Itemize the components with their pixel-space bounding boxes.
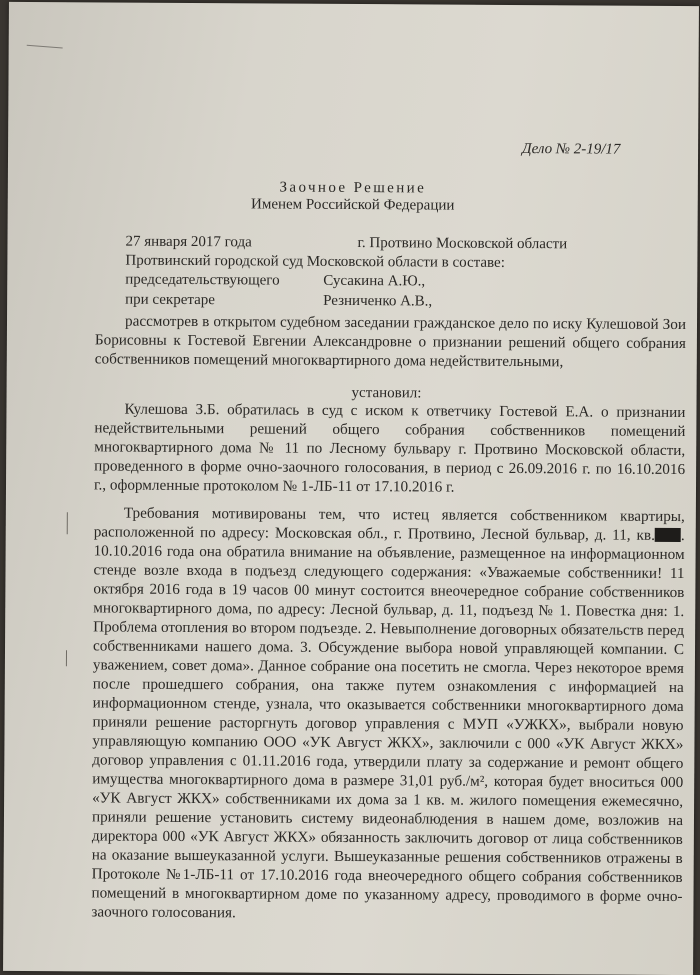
redacted-apartment-number xyxy=(655,528,681,542)
intro-paragraph xyxy=(95,311,686,372)
intro-text: рассмотрев в открытом судебном заседании гражданское дело по иску Кулешовой Зои Борисовны к Гостевой Евгении Александровне о признании решений общего собрания собственников помещений многоквартирного дома недействительными, xyxy=(94,312,687,371)
margin-mark xyxy=(66,650,67,666)
document-page xyxy=(3,2,699,975)
decision-city: г. Протвино Московской области xyxy=(357,235,568,253)
court-composition: Протвинский городской суд Московской области в составе: xyxy=(125,252,505,271)
secretary-name: Резниченко А.В., xyxy=(323,292,433,310)
case-number: Дело № 2-19/17 xyxy=(522,141,621,158)
paragraph-grounds-rest: . 10.10.2016 года она обратила внимание на объявление, размещенное на информационном стенде возле входа в подъезд следующего содержания: «Уважаемые собственники! 11 октября 2016 года в 19 часов 00 минут состоится внеочередное собрание собственников многоквартирного дома, по адресу: Лесной бульвар, д. 11, подъезд № 1. Повестка дня: 1. Проблема отопления во втором подъезде. 2. Невыполнение договорных обязательств перед собственниками нашего дома. 3. Обсуждение выбора новой управляющей компании. С уважением, совет дома». Данное собрание она посетить не смогла. Через некоторое время после прошедшего собрания, она также путем ознакомления с информацией на информационном стенде, узнала, что оказывается собственники многоквартирного дома приняли решение расторгнуть договор управления с МУП «УЖКХ», выбрали новую управляющую компанию ООО «УК Август ЖКХ», заключили с 000 «УК Август ЖКХ» договор управления с 01.11.2016 года, утвердили плату за содержание и ремонт общего имущества многоквартирного дома в размере 31,01 руб./м², которая будет вноситься 000 «УК Август ЖКХ» собственниками их дома за 1 кв. м. жилого помещения ежемесячно, приняли решение установить систему видеонаблюдения в нашем доме, возложив на директора 000 «УК Август ЖКХ» обязанность заключить договор от лица собственников на оказание вышеуказанной услуги. Вышеуказанные решения собственников отражены в Протоколе №1-ЛБ-11 от 17.10.2016 года внеочередного общего собрания собственников помещений в многоквартирном доме по указанному адресу, проводимого в форме очно-заочного голосования. xyxy=(91,527,685,922)
document-subtitle: Именем Российской Федерации xyxy=(250,196,455,214)
decision-date: 27 января 2017 года xyxy=(125,233,252,251)
paragraph-grounds xyxy=(91,503,685,925)
paragraph-grounds-start: Требования мотивированы тем, что истец является собственником квартиры, расположенной по адресу: Московская обл., г. Протвино, Лесной бульвар, д. 11, кв. xyxy=(93,504,685,544)
paragraph-claim: Кулешова З.Б. обратилась в суд с иском к ответчику Гостевой Е.А. о признании недействительными решений общего собрания собственников помещений многоквартирного дома № 11 по Лесному бульвару г. Протвино Московской области, проведенного в форме очно-заочного голосования, в период с 26.09.2016 г. по 16.10.2016 г., оформленные протоколом № 1-ЛБ-11 от 17.10.2016 г. xyxy=(93,400,686,496)
presiding-name: Сусакина А.Ю., xyxy=(323,272,426,290)
hole-punch-mark xyxy=(27,42,67,52)
presiding-label: председательствующего xyxy=(125,271,280,289)
secretary-label: при секретаре xyxy=(125,291,216,309)
established-heading: установил: xyxy=(351,385,422,402)
margin-mark xyxy=(67,512,68,534)
body-text xyxy=(91,399,685,925)
document-title: Заочное Решение xyxy=(279,179,427,197)
